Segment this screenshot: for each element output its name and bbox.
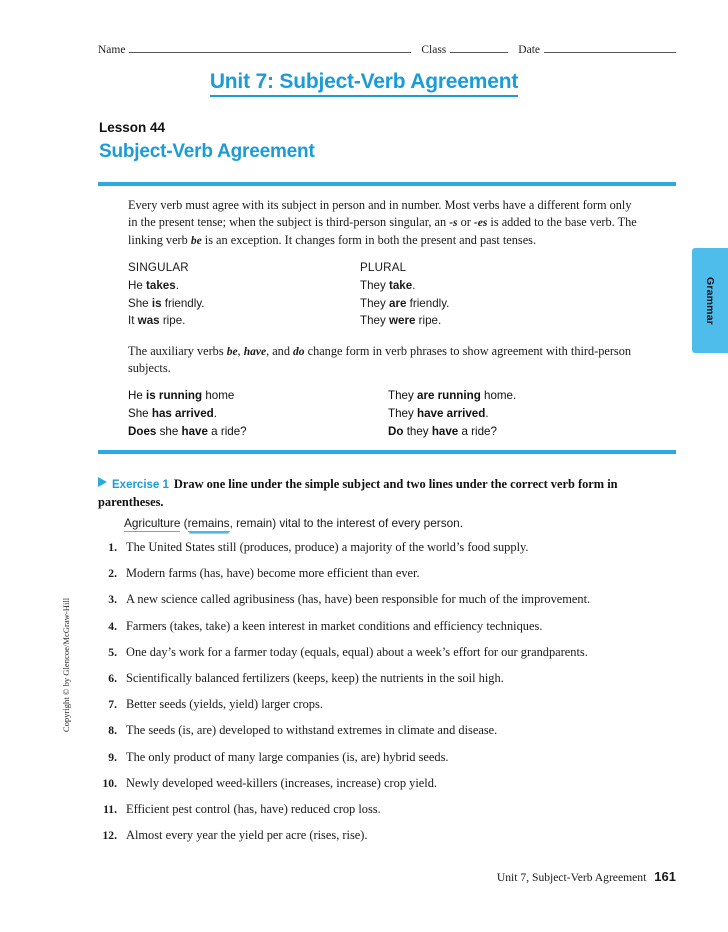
seg-post: . — [175, 278, 179, 292]
item-text: The seeds (is, are) developed to withstand extremes in climate and disease. — [126, 723, 498, 738]
item-number: 6. — [108, 671, 117, 685]
rule-paragraph-1 — [128, 197, 644, 249]
item-text: Almost every year the yield per acre (rises, rise). — [126, 828, 368, 843]
singular-example — [128, 312, 360, 330]
lesson-title: Subject-Verb Agreement — [99, 141, 315, 162]
item-number: 4. — [108, 619, 117, 633]
item-number: 8. — [108, 724, 117, 738]
rule-p2-seg3: , and — [266, 343, 294, 358]
rule-p2-seg1: The auxiliary verbs — [128, 343, 227, 358]
item-number: 10. — [102, 776, 117, 790]
date-blank[interactable] — [544, 42, 676, 53]
example-row — [128, 312, 648, 330]
seg-mid: they — [403, 424, 432, 438]
seg-post: friendly. — [406, 296, 450, 310]
item-text: The only product of many large companies (is, are) hybrid seeds. — [126, 749, 449, 764]
exercise-directions-text: Draw one line under the simple subject and two lines under the correct verb form in parentheses. — [98, 477, 618, 509]
singular-heading: SINGULAR — [128, 261, 189, 275]
seg-post: home — [202, 388, 235, 402]
list-item[interactable] — [98, 566, 688, 592]
plural-example — [388, 387, 648, 405]
seg-post: friendly. — [161, 296, 205, 310]
plural-example — [360, 277, 592, 295]
list-item[interactable] — [98, 802, 688, 828]
rule-box — [98, 182, 676, 454]
plural-example — [360, 295, 592, 313]
seg-post: ripe. — [415, 314, 442, 328]
item-text: Efficient pest control (has, have) reduced crop loss. — [126, 801, 381, 816]
list-item[interactable] — [98, 776, 688, 802]
name-blank[interactable] — [129, 42, 411, 53]
rule-p1-seg1: Every verb must agree with its subject in person and in number. Most verbs have a different form only in the present tense; when the subject is third-person singular, an — [128, 198, 632, 230]
list-item[interactable] — [98, 645, 688, 671]
seg-bold: have arrived — [417, 406, 486, 420]
example-row — [128, 423, 648, 441]
sample-open-paren: ( — [180, 516, 188, 530]
rule-p2-seg2: , — [237, 343, 244, 358]
singular-example — [128, 295, 360, 313]
rule-p2-be: be — [226, 345, 238, 358]
seg-pre: They — [360, 278, 389, 292]
seg-bold: are running — [417, 388, 481, 402]
item-text: A new science called agribusiness (has, have) been responsible for much of the improvement. — [126, 592, 591, 607]
rule-p2-do: do — [293, 345, 305, 358]
item-text: Scientifically balanced fertilizers (keeps, keep) the nutrients in the soil high. — [126, 670, 504, 685]
seg-post: home. — [480, 388, 517, 402]
list-item[interactable] — [98, 592, 688, 618]
exercise-label: Exercise 1 — [112, 479, 169, 491]
rule-p1-be: be — [190, 234, 202, 247]
example-table-auxiliary — [128, 387, 648, 441]
footer-title: Unit 7, Subject-Verb Agreement — [496, 871, 647, 884]
rule-p1-seg4: is an exception. It changes form in both the present and past tenses. — [201, 232, 537, 247]
seg-bold: are — [389, 296, 407, 310]
unit-title-text: Unit 7: Subject-Verb Agreement — [210, 70, 518, 97]
rule-p2-seg4: change form in verb phrases to show agreement with third-person subjects. — [128, 343, 632, 376]
item-number: 7. — [108, 698, 117, 712]
seg-pre: He — [128, 388, 147, 402]
seg-post: ripe. — [159, 314, 186, 328]
sample-sentence — [124, 516, 463, 530]
student-info-line — [98, 42, 676, 56]
copyright-text: Copyright © by Glencoe/McGraw-Hill — [61, 597, 71, 733]
item-number: 9. — [108, 750, 117, 764]
item-number: 12. — [102, 829, 117, 843]
seg-post: . — [213, 406, 217, 420]
triangle-bullet-icon — [98, 477, 107, 487]
seg-bold: Does — [128, 424, 157, 438]
exercise-item-list — [98, 540, 688, 854]
example-row — [128, 277, 648, 295]
item-number: 5. — [108, 645, 117, 659]
seg-bold: is — [151, 296, 162, 310]
seg-post: . — [485, 406, 489, 420]
example-row — [128, 405, 648, 423]
class-blank[interactable] — [450, 42, 508, 53]
sample-verb-rest: , remain) — [229, 516, 277, 530]
rule-p1-seg3: is added to the base verb. The linking verb — [128, 215, 637, 247]
plural-example — [388, 405, 648, 423]
seg-bold: were — [389, 314, 416, 328]
sample-verb-double-underlined: remains — [187, 516, 230, 530]
item-text: One day’s work for a farmer today (equals, equal) about a week’s effort for our grandparents. — [126, 644, 588, 659]
lesson-number: Lesson 44 — [99, 120, 166, 135]
example-table-singular-plural — [128, 259, 648, 329]
page-footer — [497, 869, 676, 884]
rule-p1-es: -es — [473, 217, 488, 230]
seg-pre: They — [388, 388, 417, 402]
item-text: Farmers (takes, take) a keen interest in market conditions and efficiency techniques. — [126, 618, 543, 633]
seg-pre: He — [128, 278, 147, 292]
copyright-notice — [58, 585, 74, 745]
seg-bold: is running — [146, 388, 203, 402]
seg-pre: They — [360, 296, 389, 310]
list-item[interactable] — [98, 750, 688, 776]
item-text: Newly developed weed-killers (increases, increase) crop yield. — [126, 775, 438, 790]
sample-subject-underlined: Agriculture — [124, 516, 181, 530]
seg-post: a ride? — [458, 424, 497, 438]
item-text: Modern farms (has, have) become more efficient than ever. — [126, 566, 420, 581]
seg-pre: They — [388, 406, 417, 420]
list-item[interactable] — [98, 619, 688, 645]
item-number: 2. — [108, 567, 117, 581]
grammar-side-tab[interactable] — [692, 248, 728, 353]
list-item[interactable] — [98, 828, 688, 854]
seg-bold2: have — [431, 424, 459, 438]
unit-title — [0, 70, 728, 94]
class-label: Class — [421, 44, 447, 56]
grammar-side-tab-label: Grammar — [704, 276, 716, 325]
list-item[interactable] — [98, 671, 688, 697]
rule-p1-s: -s — [449, 217, 458, 230]
seg-pre: They — [360, 314, 389, 328]
seg-bold: has arrived — [151, 406, 214, 420]
seg-bold: Do — [388, 424, 404, 438]
seg-post: . — [412, 278, 416, 292]
list-item[interactable] — [98, 540, 688, 566]
rule-p2-have: have — [243, 345, 267, 358]
singular-example — [128, 277, 360, 295]
singular-example — [128, 387, 388, 405]
list-item[interactable] — [98, 723, 688, 749]
item-text: The United States still (produces, produce) a majority of the world’s food supply. — [126, 540, 529, 554]
sample-tail: vital to the interest of every person. — [276, 516, 464, 530]
singular-example — [128, 423, 388, 441]
rule-paragraph-2 — [128, 343, 644, 378]
example-row — [128, 295, 648, 313]
date-label: Date — [518, 44, 540, 56]
example-table-header-row — [128, 259, 648, 277]
plural-example — [388, 423, 648, 441]
seg-pre: She — [128, 406, 152, 420]
seg-bold: take — [389, 278, 413, 292]
exercise-directions — [98, 476, 678, 510]
seg-bold: was — [137, 314, 160, 328]
name-label: Name — [98, 44, 126, 56]
seg-mid: she — [156, 424, 182, 438]
plural-heading: PLURAL — [360, 261, 407, 275]
page-number: 161 — [654, 869, 676, 884]
plural-example — [360, 312, 592, 330]
list-item[interactable] — [98, 697, 688, 723]
item-number: 3. — [108, 593, 117, 607]
item-number: 1. — [108, 541, 117, 554]
seg-bold2: have — [181, 424, 208, 438]
seg-pre: It — [128, 314, 138, 328]
seg-bold: takes — [146, 278, 176, 292]
item-text: Better seeds (yields, yield) larger crops. — [126, 697, 323, 712]
item-number: 11. — [103, 802, 117, 816]
seg-pre: She — [128, 296, 152, 310]
singular-example — [128, 405, 388, 423]
rule-p1-seg2: or — [457, 215, 474, 230]
example-row — [128, 387, 648, 405]
seg-post: a ride? — [207, 424, 247, 438]
